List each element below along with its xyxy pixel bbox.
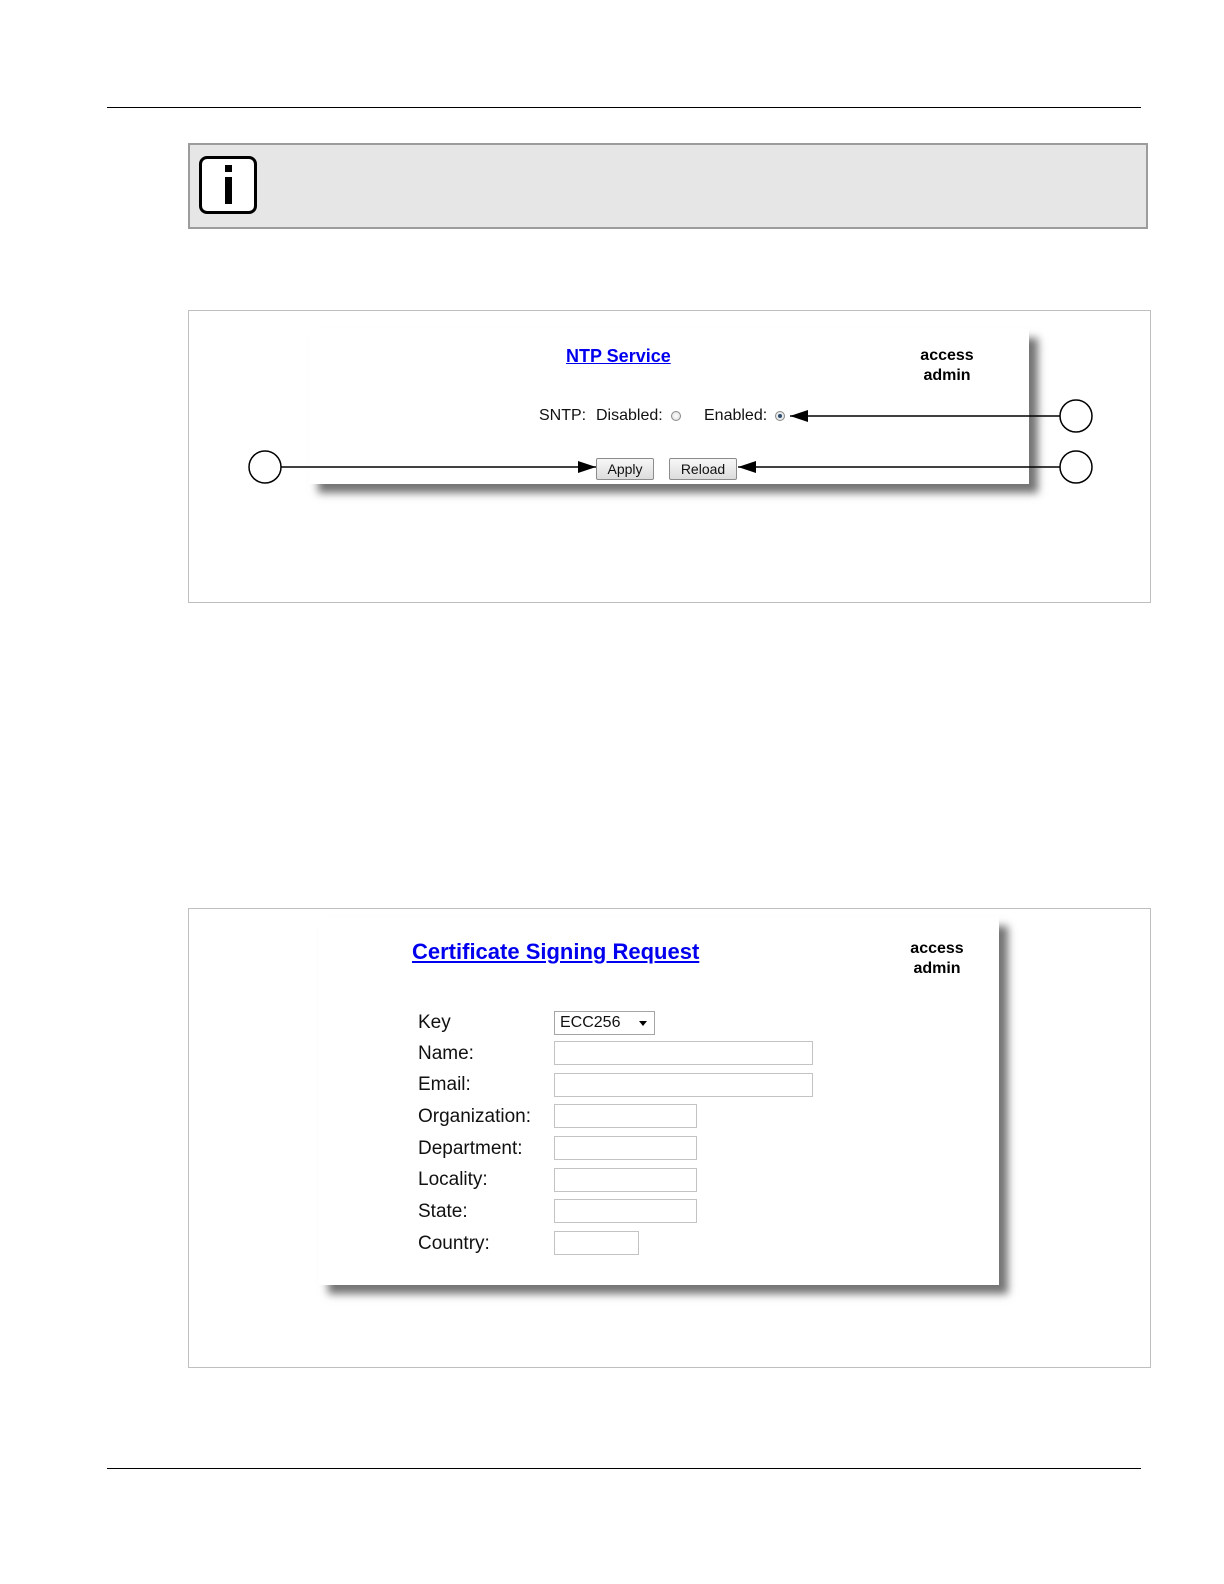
callout-reload (738, 451, 1092, 483)
sntp-label: SNTP: (539, 407, 587, 424)
country-label: Country: (418, 1233, 490, 1254)
access-user: admin (913, 960, 961, 977)
state-label: State: (418, 1201, 468, 1222)
department-field[interactable] (554, 1136, 697, 1160)
key-select[interactable] (554, 1011, 655, 1035)
organization-field[interactable] (554, 1104, 697, 1128)
access-level (897, 939, 977, 979)
name-label: Name: (418, 1043, 474, 1064)
callout-overlay (189, 311, 1152, 604)
disabled-label: Disabled: (596, 407, 663, 424)
apply-button[interactable]: Apply (596, 458, 654, 480)
locality-label: Locality: (418, 1169, 488, 1190)
header-rule (107, 107, 1141, 108)
reload-button[interactable]: Reload (669, 458, 737, 480)
csr-form (319, 917, 999, 1285)
info-note (188, 143, 1148, 229)
chevron-down-icon (639, 1021, 647, 1026)
organization-label: Organization: (418, 1106, 532, 1127)
email-field[interactable] (554, 1073, 813, 1097)
key-label: Key (418, 1012, 451, 1033)
key-select-value: ECC256 (560, 1014, 621, 1031)
access-label: access (910, 940, 964, 957)
page-title[interactable]: Certificate Signing Request (412, 939, 700, 964)
country-field[interactable] (554, 1231, 639, 1255)
footer-rule (107, 1468, 1141, 1469)
info-icon (199, 156, 257, 214)
access-user: admin (923, 367, 971, 384)
locality-field[interactable] (554, 1168, 697, 1192)
callout-sntp-enabled (790, 400, 1092, 432)
page-title[interactable]: NTP Service (566, 346, 671, 366)
access-label: access (920, 347, 974, 364)
email-label: Email: (418, 1074, 471, 1095)
callout-apply (249, 451, 596, 483)
name-field[interactable] (554, 1041, 813, 1065)
state-field[interactable] (554, 1199, 697, 1223)
department-label: Department: (418, 1138, 523, 1159)
enabled-label: Enabled: (704, 407, 768, 424)
ntp-service-figure (188, 310, 1151, 603)
csr-figure (188, 908, 1151, 1368)
